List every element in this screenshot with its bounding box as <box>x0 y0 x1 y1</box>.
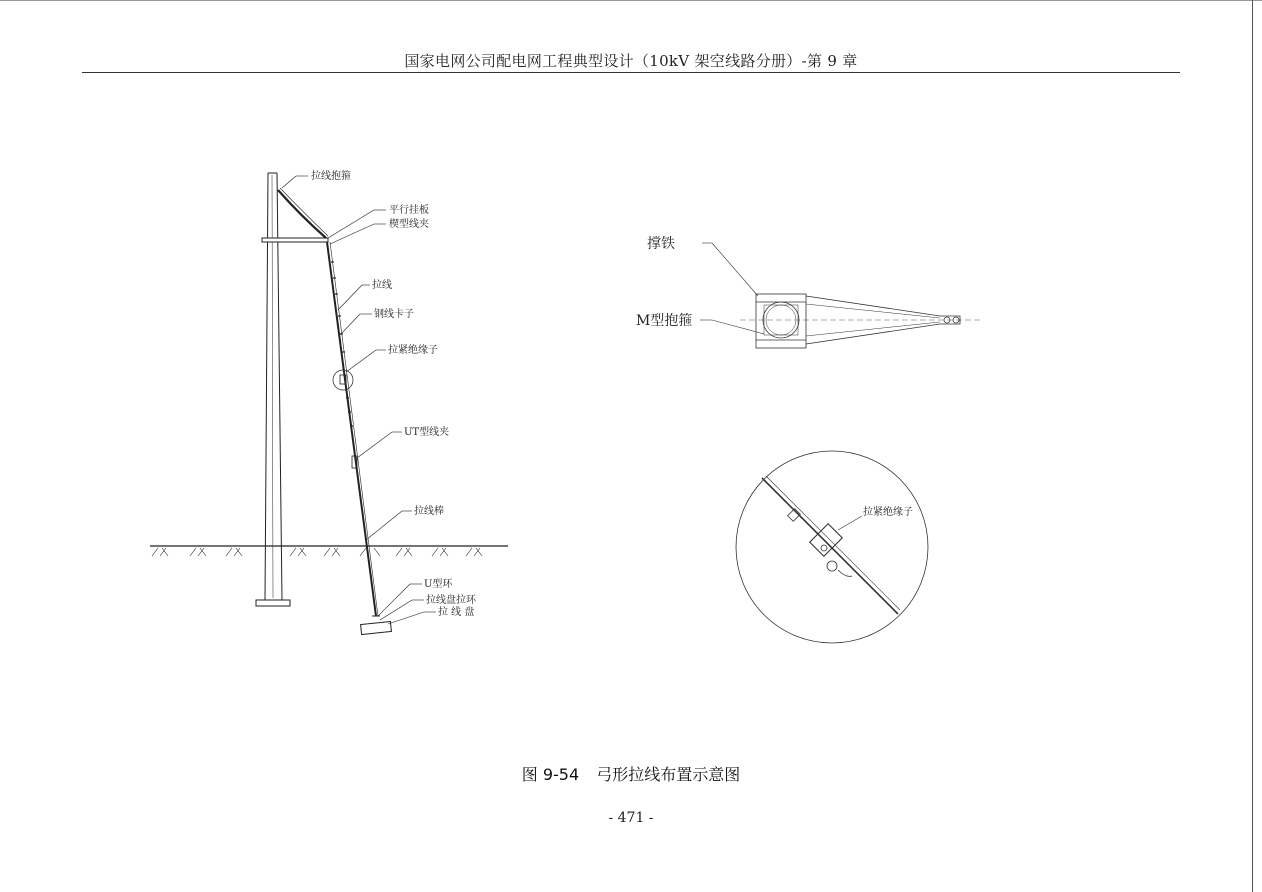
leader-lines <box>282 176 436 624</box>
page-number: - 471 - <box>608 810 654 826</box>
pole-elevation <box>150 173 508 635</box>
caption-number: 图 9-54 <box>521 765 580 784</box>
guy-hoop-link <box>278 188 328 238</box>
detail-labels <box>863 505 913 518</box>
crossarm <box>262 238 328 242</box>
label-ut-clamp: UT型线夹 <box>404 427 450 438</box>
ground-line <box>150 546 508 556</box>
label-guy-wire: 拉线 <box>372 280 392 291</box>
label-detail-insulator: 拉紧绝缘子 <box>863 507 913 518</box>
label-wire-clip: 钢线卡子 <box>374 309 414 320</box>
insulator-marker <box>333 370 353 390</box>
insulator-detail <box>736 451 928 643</box>
page-header-title: 国家电网公司配电网工程典型设计（10kV 架空线路分册）-第 9 章 <box>404 52 858 70</box>
label-parallel-plate: 平行挂板 <box>389 205 429 216</box>
plan-labels <box>636 235 692 329</box>
label-anchor-plate: 拉 线 盘 <box>438 607 475 618</box>
label-tension-insulator: 拉紧绝缘子 <box>388 345 438 356</box>
label-m-hoop: M型抱箍 <box>636 313 693 329</box>
label-anchor-ring: 拉线盘拉环 <box>426 595 476 606</box>
anchor-plate-symbol <box>361 616 392 635</box>
caption-title: 弓形拉线布置示意图 <box>596 765 741 784</box>
label-guy-hoop: 拉线抱箍 <box>311 171 351 182</box>
guy-wire-line <box>327 242 378 616</box>
label-u-ring: U型环 <box>424 579 453 590</box>
label-strut: 撑铁 <box>647 236 675 252</box>
label-wedge-clamp: 楔型线夹 <box>389 219 429 230</box>
wire-clip-ticks <box>331 262 353 426</box>
figure-caption <box>0 762 1262 785</box>
label-guy-rod: 拉线棒 <box>414 506 444 517</box>
plan-view <box>700 243 980 348</box>
